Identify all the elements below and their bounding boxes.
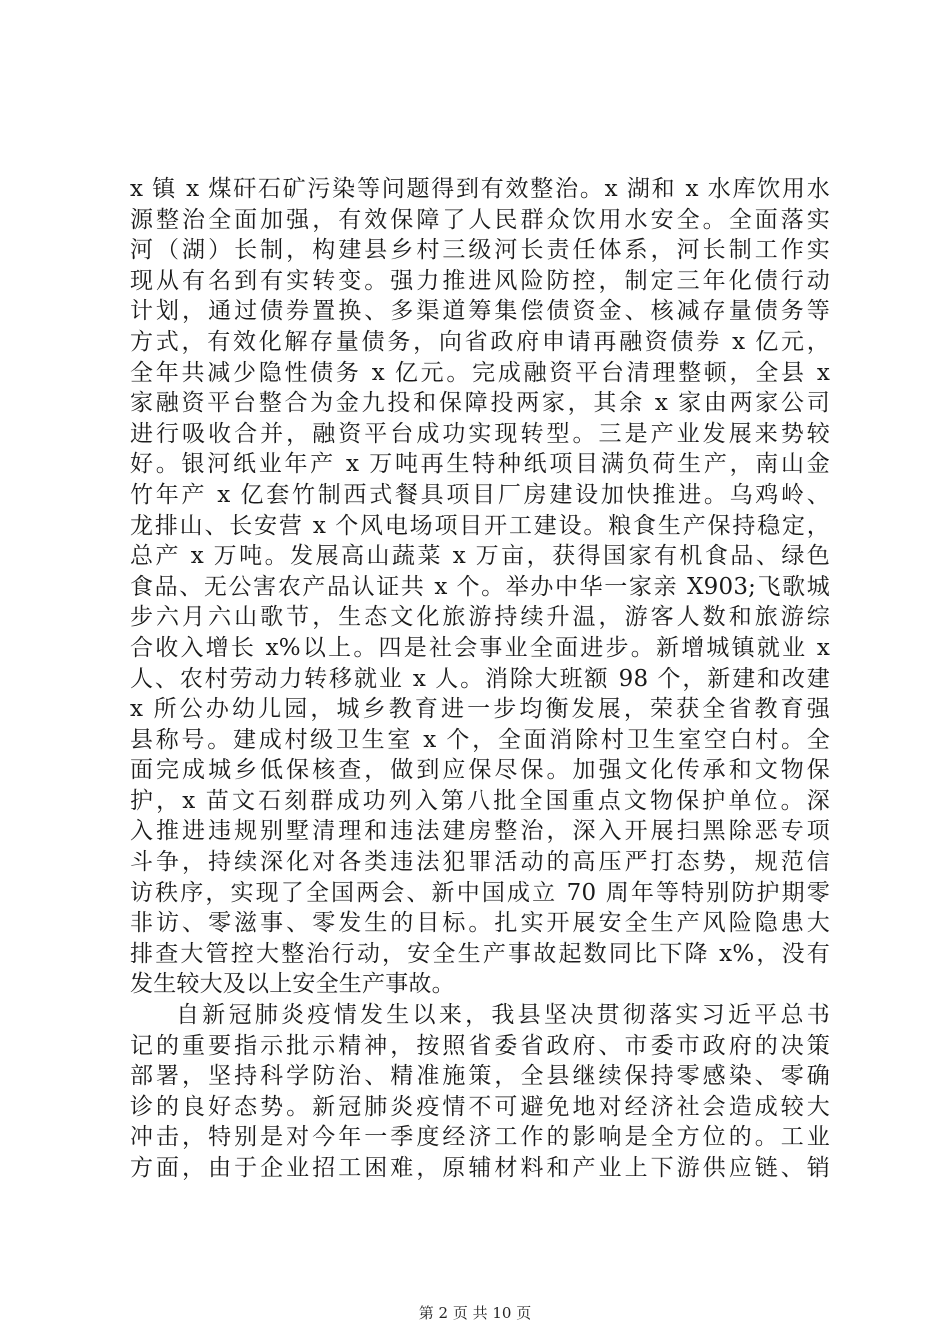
text-line: 排查大管控大整治行动，安全生产事故起数同比下降 x%，没有 <box>130 940 830 967</box>
page-number-footer: 第 2 页 共 10 页 <box>418 1304 532 1322</box>
text-line: 诊的良好态势。新冠肺炎疫情不可避免地对经济社会造成较大 <box>130 1093 830 1120</box>
text-line: 合收入增长 x%以上。四是社会事业全面进步。新增城镇就业 x <box>130 634 830 661</box>
body-text <box>130 174 830 1184</box>
text-line: 方面，由于企业招工困难，原辅材料和产业上下游供应链、销 <box>130 1155 830 1181</box>
text-line: 面完成城乡低保核查，做到应保尽保。加强文化传承和文物保 <box>130 757 830 784</box>
text-line: 食品、无公害农产品认证共 x 个。举办中华一家亲 X903;飞歌城 <box>130 573 830 600</box>
text-line: 步六月六山歌节，生态文化旅游持续升温，游客人数和旅游综 <box>130 604 830 631</box>
text-line: 现从有名到有实转变。强力推进风险防控，制定三年化债行动 <box>130 267 830 294</box>
text-line: 非访、零滋事、零发生的目标。扎实开展安全生产风险隐患大 <box>130 910 830 937</box>
text-line: 县称号。建成村级卫生室 x 个，全面消除村卫生室空白村。全 <box>130 726 830 753</box>
text-line: 方式，有效化解存量债务，向省政府申请再融资债券 x 亿元， <box>130 328 830 355</box>
text-line: 河（湖）长制，构建县乡村三级河长责任体系，河长制工作实 <box>130 237 830 264</box>
text-line: 斗争，持续深化对各类违法犯罪活动的高压严打态势，规范信 <box>130 849 830 876</box>
text-line: 总产 x 万吨。发展高山蔬菜 x 万亩，获得国家有机食品、绿色 <box>130 543 830 570</box>
text-line: 访秩序，实现了全国两会、新中国成立 70 周年等特别防护期零 <box>130 879 830 906</box>
text-line: 记的重要指示批示精神，按照省委省政府、市委市政府的决策 <box>130 1032 830 1059</box>
text-line: 计划，通过债券置换、多渠道筹集偿债资金、核减存量债务等 <box>130 298 830 325</box>
text-line: x 镇 x 煤矸石矿污染等问题得到有效整治。x 湖和 x 水库饮用水 <box>130 176 830 202</box>
text-line: 部署，坚持科学防治、精准施策，全县继续保持零感染、零确 <box>130 1063 830 1090</box>
text-line: 源整治全面加强，有效保障了人民群众饮用水安全。全面落实 <box>130 206 830 233</box>
text-line: 家融资平台整合为金九投和保障投两家，其余 x 家由两家公司 <box>130 390 830 417</box>
text-line: x 所公办幼儿园，城乡教育进一步均衡发展，荣获全省教育强 <box>130 696 830 723</box>
paragraph-first-line: 自新冠肺炎疫情发生以来，我县坚决贯彻落实习近平总书 <box>176 1002 830 1029</box>
text-line: 入推进违规别墅清理和违法建房整治，深入开展扫黑除恶专项 <box>130 818 830 845</box>
text-line: 人、农村劳动力转移就业 x 人。消除大班额 98 个，新建和改建 <box>130 665 830 692</box>
text-line: 进行吸收合并，融资平台成功实现转型。三是产业发展来势较 <box>130 420 830 447</box>
text-line: 全年共减少隐性债务 x 亿元。完成融资平台清理整顿，全县 x <box>130 359 830 386</box>
text-line: 竹年产 x 亿套竹制西式餐具项目厂房建设加快推进。乌鸡岭、 <box>130 481 830 508</box>
text-line: 龙排山、长安营 x 个风电场项目开工建设。粮食生产保持稳定， <box>130 512 830 539</box>
text-line: 发生较大及以上安全生产事故。 <box>130 971 455 998</box>
text-line: 护，x 苗文石刻群成功列入第八批全国重点文物保护单位。深 <box>130 787 830 814</box>
text-line: 冲击，特别是对今年一季度经济工作的影响是全方位的。工业 <box>130 1124 830 1151</box>
text-line: 好。银河纸业年产 x 万吨再生特种纸项目满负荷生产，南山金 <box>130 451 830 478</box>
